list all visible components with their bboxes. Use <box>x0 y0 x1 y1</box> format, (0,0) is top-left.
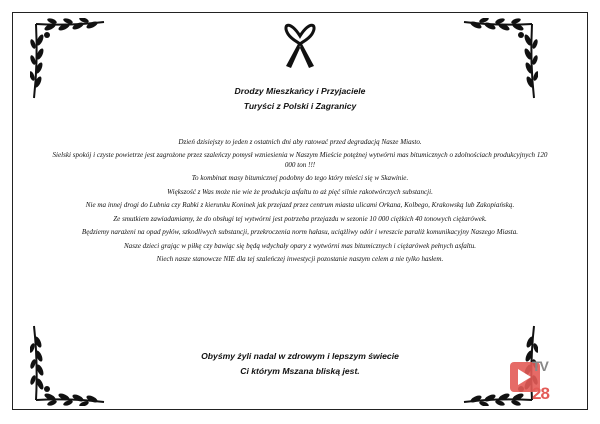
mourning-ribbon-icon <box>280 18 320 70</box>
logo-text-tv: TV <box>532 358 548 374</box>
greeting-line-1: Drodzy Mieszkańcy i Przyjaciele <box>234 86 366 96</box>
paragraph: Dzień dzisiejszy to jeden z ostatnich dni aby ratować przed degradacją Nasze Miasto. <box>178 138 422 146</box>
paragraph: Będziemy narażeni na opad pyłów, szkodliwych substancji, przekroczenia norm hałasu, uciążliwy odór i wreszcie paraliż komunikacyjny Naszego Miasta. <box>81 228 519 237</box>
greeting-line-2: Turyści z Polski i Zagranicy <box>243 101 357 111</box>
letter-body <box>48 138 552 269</box>
logo-text-number: 28 <box>532 384 549 403</box>
paragraph: Ze smutkiem zawiadamiamy, że do obsługi tej wytwórni jest potrzeba przejazdu w sezonie 10 000 ciężkich 40 tonowych ciężarówek. <box>113 214 487 223</box>
paragraph: Nasze dzieci grając w piłkę czy bawiąc się będą wdychały opary z wytwórni mas bitumicznych i ciężarówek pełnych asfaltu. <box>123 241 477 250</box>
laurel-branch-icon <box>30 18 108 102</box>
paragraph: Niech nasze stanowcze NIE dla tej szaleńczej inwestycji pozostanie naszym celem a nie tylko hasłem. <box>156 255 444 264</box>
paragraph: Nie ma innej drogi do Lubnia czy Rabki z kierunku Koninek jak przejazd przez centrum miasta ulicami Orkana, Kolbego, Krakowską lub Zakopiańską. <box>85 201 515 210</box>
play-arrow <box>518 369 531 385</box>
closing-line-1: Obyśmy żyli nadal w zdrowym i lepszym świecie <box>201 351 399 361</box>
laurel-branch-icon <box>30 322 108 406</box>
tv28-logo <box>508 356 554 408</box>
closing-line-2: Ci którym Mszana bliską jest. <box>240 366 360 376</box>
paragraph: To kombinat masy bitumicznej podobny do tego który mieści się w Skawinie. <box>191 174 409 183</box>
paragraph: Większość z Was może nie wie że produkcja asfaltu to aż pięć silnie rakotwórczych substancji. <box>167 187 433 196</box>
paragraph: Sielski spokój i czyste powietrze jest zagrożone przez szaleńczy pomysł wzniesienia w Naszym Mieście potężnej wytwórni mas bitumicznych o zdolnościach produkcyjnych 120 000 ton !!! <box>52 151 548 169</box>
